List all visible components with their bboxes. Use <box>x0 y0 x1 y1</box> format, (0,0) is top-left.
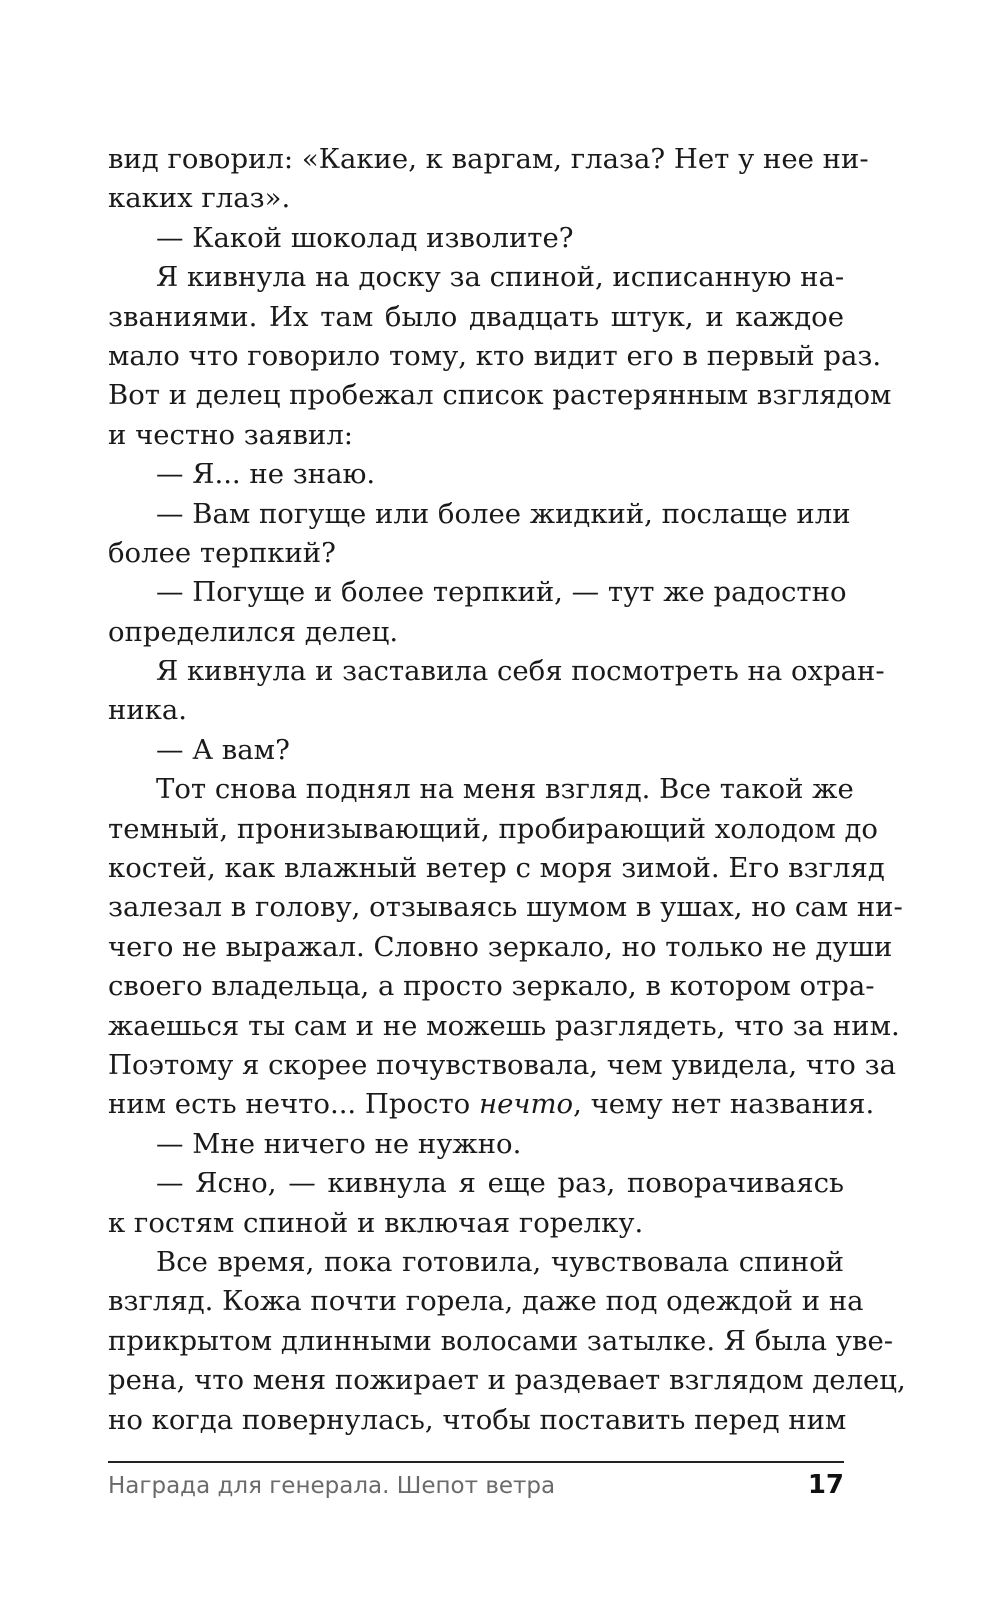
body-text <box>108 140 906 1440</box>
text-line: Все время, пока готовила, чувствовала спиной <box>156 1245 844 1278</box>
text-line: более терпкий? <box>108 536 336 569</box>
text-line: — Вам погуще или более жидкий, послаще или <box>156 497 851 530</box>
text-line: каких глаз». <box>108 182 291 215</box>
text-line: мало что говорило тому, кто видит его в первый раз. <box>108 339 882 372</box>
text-line: Я кивнула и заставила себя посмотреть на охран- <box>156 655 885 688</box>
text-line: и честно заявил: <box>108 418 354 451</box>
text-line: — Погуще и более терпкий, — тут же радостно <box>156 576 847 609</box>
text-line: определился делец. <box>108 615 399 648</box>
text-line: — Я... не знаю. <box>156 458 376 491</box>
text-segment: ним есть нечто... Просто <box>108 1088 479 1121</box>
text-line-with-italic <box>108 1085 875 1124</box>
footer-divider <box>108 1461 844 1463</box>
text-line: своего владельца, а просто зеркало, в котором отра- <box>108 970 875 1003</box>
page-number: 17 <box>807 1470 844 1500</box>
text-line: залезал в голову, отзываясь шумом в ушах, но сам ни- <box>108 891 903 924</box>
text-line: жаешься ты сам и не можешь разглядеть, что за ним. <box>108 1009 900 1042</box>
text-line: к гостям спиной и включая горелку. <box>108 1206 644 1239</box>
text-line: костей, как влажный ветер с моря зимой. Его взгляд <box>108 852 885 885</box>
italic-word: нечто <box>478 1088 574 1121</box>
text-line: темный, пронизывающий, пробирающий холодом до <box>108 812 878 845</box>
text-line: — А вам? <box>156 733 290 766</box>
text-line: чего не выражал. Словно зеркало, но только не души <box>108 930 893 963</box>
text-segment: , чему нет названия. <box>573 1088 875 1121</box>
text-line: Я кивнула на доску за спиной, исписанную на- <box>156 261 845 294</box>
running-title: Награда для генерала. Шепот ветра <box>108 1473 556 1499</box>
text-line: взгляд. Кожа почти горела, даже под одеждой и на <box>108 1285 864 1318</box>
text-line: званиями. Их там было двадцать штук, и каждое <box>108 300 844 333</box>
text-line: прикрытом длинными волосами затылке. Я была уве- <box>108 1324 894 1357</box>
text-line: Поэтому я скорее почувствовала, чем увидела, что за <box>108 1048 896 1081</box>
text-line: — Ясно, — кивнула я еще раз, поворачиваясь <box>156 1167 844 1200</box>
text-line: рена, что меня пожирает и раздевает взглядом делец, <box>108 1364 906 1397</box>
text-line: — Мне ничего не нужно. <box>156 1127 522 1160</box>
text-line: вид говорил: «Какие, к варгам, глаза? Нет у нее ни- <box>108 143 869 175</box>
text-line: — Какой шоколад изволите? <box>156 221 574 254</box>
text-line: Вот и делец пробежал список растерянным взглядом <box>108 379 892 412</box>
text-line: но когда повернулась, чтобы поставить перед ним <box>108 1403 847 1436</box>
text-line: ника. <box>108 694 187 727</box>
text-line: Тот снова поднял на меня взгляд. Все такой же <box>156 773 854 806</box>
